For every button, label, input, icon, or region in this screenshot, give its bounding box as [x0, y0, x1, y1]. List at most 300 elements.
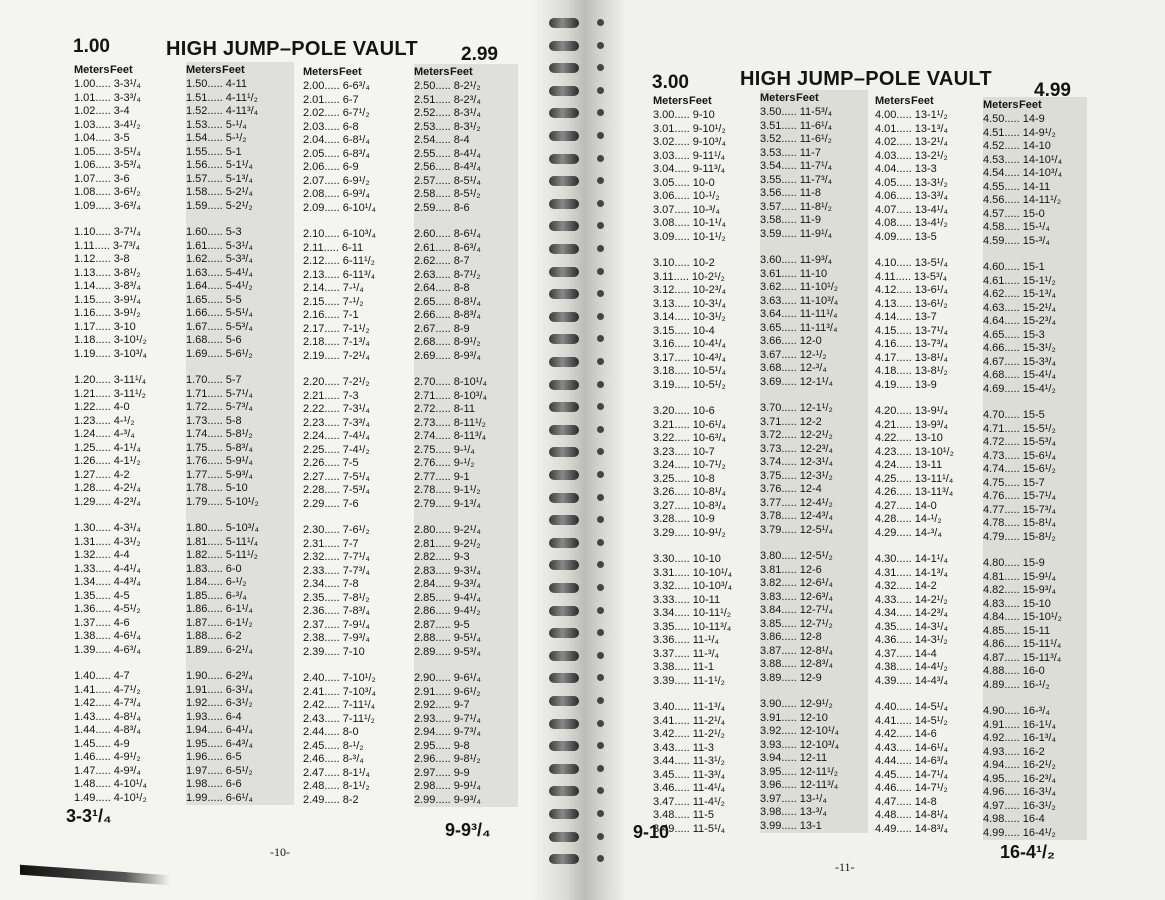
conversion-row: 4.26..... 13-11³/₄: [875, 486, 954, 498]
conversion-row: 1.94..... 6-4¹/₄: [186, 724, 253, 736]
conversion-row: 2.40..... 7-10¹/₂: [303, 672, 376, 684]
conversion-row: 1.28..... 4-2¹/₄: [74, 482, 141, 494]
page-number-right: -11-: [835, 860, 855, 874]
conversion-row: 1.73..... 5-8: [186, 414, 242, 427]
conversion-row: 3.41..... 11-2¹/₄: [653, 714, 726, 727]
binding-hole: [597, 358, 604, 365]
spiral-ring: [549, 18, 579, 28]
binding-hole: [597, 516, 604, 523]
meters-header: Meters: [74, 64, 110, 76]
right-footer-max: 16-4¹/₂: [1000, 842, 1056, 862]
conversion-row: 1.76..... 5-9¹/₄: [186, 455, 253, 467]
conversion-row: 4.61..... 15-1¹/₂: [983, 274, 1056, 287]
group-spacer: [74, 657, 182, 670]
column-header: [303, 64, 411, 80]
conversion-row: 3.70..... 12-1¹/₂: [760, 402, 833, 414]
conversion-row: 4.28..... 14-¹/₂: [875, 513, 942, 525]
binding-hole: [597, 765, 604, 772]
conversion-row: 2.23..... 7-3³/₄: [303, 416, 370, 429]
right-column-1: [653, 93, 759, 836]
conversion-row: 2.74..... 8-11³/₄: [414, 430, 487, 442]
conversion-row: 4.18..... 13-8¹/₂: [875, 365, 948, 377]
conversion-row: 1.58..... 5-2¹/₄: [186, 186, 253, 198]
binding-hole: [597, 177, 604, 184]
conversion-row: 2.53..... 8-3¹/₂: [414, 120, 481, 133]
conversion-row: 3.38..... 11-1: [653, 661, 714, 673]
group-spacer: [186, 657, 294, 670]
conversion-row: 4.08..... 13-4¹/₂: [875, 217, 948, 229]
conversion-row: 3.47..... 11-4¹/₂: [653, 795, 725, 808]
conversion-row: 1.20..... 3-11¹/₄: [74, 374, 147, 386]
conversion-row: 2.69..... 8-9³/₄: [414, 349, 481, 362]
conversion-row: 3.50..... 11-5³/₄: [760, 106, 833, 118]
conversion-row: 3.94..... 12-11: [760, 752, 828, 764]
group-spacer: [303, 215, 411, 228]
conversion-row: 2.41..... 7-10³/₄: [303, 685, 376, 698]
conversion-row: 1.82..... 5-11¹/₂: [186, 549, 258, 561]
spiral-ring: [549, 425, 579, 435]
conversion-row: 1.48..... 4-10¹/₄: [74, 778, 147, 790]
conversion-row: 1.02..... 3-4: [74, 105, 130, 117]
binding-hole: [597, 245, 604, 252]
conversion-row: 4.05..... 13-3¹/₂: [875, 176, 948, 189]
conversion-row: 2.92..... 9-7: [414, 699, 470, 711]
conversion-row: 4.58..... 15-¹/₄: [983, 221, 1050, 233]
conversion-row: 3.89..... 12-9: [760, 671, 822, 684]
conversion-row: 2.24..... 7-4¹/₄: [303, 430, 370, 442]
spiral-ring: [549, 199, 579, 209]
conversion-row: 4.30..... 14-1¹/₄: [875, 553, 948, 565]
conversion-row: 2.09..... 6-10¹/₄: [303, 201, 376, 214]
conversion-row: 1.63..... 5-4¹/₄: [186, 266, 253, 279]
group-spacer: [186, 361, 294, 374]
conversion-row: 4.94..... 16-2¹/₂: [983, 759, 1056, 771]
conversion-row: 2.78..... 9-1¹/₂: [414, 484, 481, 496]
conversion-row: 2.93..... 9-7¹/₄: [414, 712, 481, 725]
conversion-row: 3.36..... 11-¹/₄: [653, 634, 720, 646]
conversion-row: 3.07..... 10-³/₄: [653, 203, 720, 216]
conversion-row: 4.49..... 14-8³/₄: [875, 822, 948, 835]
conversion-row: 2.01..... 6-7: [303, 93, 359, 106]
spiral-ring: [549, 63, 579, 73]
conversion-row: 2.22..... 7-3¹/₄: [303, 403, 370, 415]
spiral-ring: [549, 470, 579, 480]
conversion-row: 2.98..... 9-9¹/₄: [414, 780, 481, 792]
conversion-row: 4.36..... 14-3¹/₂: [875, 634, 948, 646]
feet-header: Feet: [110, 64, 133, 76]
spiral-ring: [549, 696, 579, 706]
conversion-list: [303, 80, 411, 807]
binding-hole: [597, 42, 604, 49]
conversion-row: 2.27..... 7-5¹/₄: [303, 470, 370, 483]
conversion-row: 3.08..... 10-1¹/₄: [653, 217, 726, 229]
conversion-row: 2.55..... 8-4¹/₄: [414, 147, 481, 160]
conversion-row: 3.71..... 12-2: [760, 415, 822, 428]
conversion-row: 2.37..... 7-9¹/₄: [303, 618, 370, 631]
conversion-row: 4.88..... 16-0: [983, 665, 1045, 677]
binding-hole: [597, 833, 604, 840]
conversion-row: 3.19..... 10-5¹/₂: [653, 378, 726, 391]
conversion-row: 2.76..... 9-¹/₂: [414, 457, 475, 469]
conversion-row: 3.22..... 10-6³/₄: [653, 432, 726, 444]
conversion-row: 4.41..... 14-5¹/₂: [875, 714, 948, 727]
left-page: [0, 0, 560, 900]
conversion-row: 2.57..... 8-5¹/₄: [414, 174, 481, 187]
conversion-row: 1.54..... 5-¹/₂: [186, 132, 247, 144]
conversion-row: 1.26..... 4-1¹/₂: [74, 455, 141, 467]
conversion-row: 4.59..... 15-³/₄: [983, 234, 1050, 247]
spiral-ring: [549, 108, 579, 118]
conversion-row: 4.78..... 15-8¹/₄: [983, 517, 1056, 529]
conversion-row: 1.13..... 3-8¹/₂: [74, 266, 141, 279]
conversion-row: 3.79..... 12-5¹/₄: [760, 523, 833, 536]
conversion-row: 3.54..... 11-7¹/₄: [760, 160, 833, 172]
conversion-row: 3.15..... 10-4: [653, 324, 715, 337]
left-column-4: [414, 64, 518, 807]
right-page: [545, 0, 1165, 900]
group-spacer: [875, 244, 985, 257]
left-column-2: [186, 62, 294, 805]
conversion-list: [875, 109, 985, 836]
conversion-row: 3.66..... 12-0: [760, 335, 822, 347]
conversion-row: 1.22..... 4-0: [74, 401, 130, 413]
conversion-row: 2.66..... 8-8³/₄: [414, 309, 481, 321]
binding-hole: [597, 403, 604, 410]
spiral-ring: [549, 741, 579, 751]
conversion-row: 2.65..... 8-8¹/₄: [414, 295, 481, 308]
conversion-row: 4.68..... 15-4¹/₄: [983, 369, 1056, 381]
conversion-row: 3.29..... 10-9¹/₂: [653, 526, 726, 539]
binding-hole: [597, 471, 604, 478]
group-spacer: [760, 241, 868, 254]
column-header: [414, 64, 518, 80]
conversion-row: 1.68..... 5-6: [186, 334, 242, 346]
conversion-row: 4.00..... 13-1¹/₂: [875, 109, 948, 121]
group-spacer: [303, 511, 411, 524]
group-spacer: [875, 392, 985, 405]
conversion-row: 2.10..... 6-10³/₄: [303, 228, 376, 240]
conversion-row: 1.85..... 6-³/₄: [186, 589, 247, 602]
conversion-row: 2.77..... 9-1: [414, 470, 470, 483]
conversion-row: 1.69..... 5-6¹/₂: [186, 347, 253, 360]
meters-header: Meters: [186, 64, 222, 76]
group-spacer: [414, 659, 518, 672]
conversion-row: 2.71..... 8-10³/₄: [414, 389, 487, 402]
conversion-row: 4.82..... 15-9³/₄: [983, 584, 1056, 596]
conversion-row: 1.98..... 6-6: [186, 778, 242, 790]
conversion-row: 4.98..... 16-4: [983, 813, 1045, 825]
conversion-row: 2.51..... 8-2³/₄: [414, 93, 481, 106]
spiral-ring: [549, 357, 579, 367]
conversion-row: 2.83..... 9-3¹/₄: [414, 564, 481, 577]
conversion-row: 3.10..... 10-2: [653, 257, 715, 269]
group-spacer: [983, 544, 1087, 557]
spiral-ring: [549, 86, 579, 96]
conversion-row: 4.38..... 14-4¹/₂: [875, 661, 948, 673]
binding-hole: [597, 109, 604, 116]
conversion-row: 4.27..... 14-0: [875, 499, 937, 512]
binding-hole: [597, 268, 604, 275]
conversion-row: 3.92..... 12-10¹/₄: [760, 725, 840, 737]
conversion-row: 1.91..... 6-3¹/₄: [186, 683, 253, 696]
conversion-row: 3.20..... 10-6: [653, 405, 715, 417]
conversion-row: 4.91..... 16-1¹/₄: [983, 718, 1056, 731]
binding-hole: [597, 222, 604, 229]
conversion-row: 2.32..... 7-7¹/₄: [303, 551, 370, 563]
conversion-row: 4.97..... 16-3¹/₂: [983, 799, 1056, 812]
conversion-row: 4.12..... 13-6¹/₄: [875, 284, 948, 296]
left-column-1: [74, 62, 182, 805]
spiral-ring: [549, 538, 579, 548]
conversion-row: 1.46..... 4-9¹/₂: [74, 751, 141, 763]
conversion-row: 3.87..... 12-8¹/₄: [760, 644, 833, 657]
conversion-row: 1.64..... 5-4¹/₂: [186, 280, 253, 292]
conversion-row: 1.97..... 6-5¹/₂: [186, 764, 253, 777]
conversion-row: 3.13..... 10-3¹/₄: [653, 297, 726, 310]
conversion-row: 2.52..... 8-3¹/₄: [414, 107, 481, 119]
conversion-row: 1.51..... 4-11¹/₂: [186, 91, 258, 104]
spiral-ring: [549, 41, 579, 51]
conversion-row: 4.44..... 14-6³/₄: [875, 755, 948, 767]
conversion-row: 2.91..... 9-6¹/₂: [414, 685, 481, 698]
conversion-row: 4.42..... 14-6: [875, 728, 937, 740]
conversion-row: 3.02..... 9-10³/₄: [653, 136, 726, 148]
feet-header: Feet: [222, 64, 245, 76]
conversion-row: 4.83..... 15-10: [983, 597, 1051, 610]
conversion-row: 2.19..... 7-2¹/₄: [303, 349, 370, 362]
conversion-row: 2.72..... 8-11: [414, 403, 475, 415]
conversion-row: 4.10..... 13-5¹/₄: [875, 257, 948, 269]
conversion-row: 4.16..... 13-7³/₄: [875, 338, 948, 350]
conversion-row: 1.95..... 6-4³/₄: [186, 737, 253, 750]
conversion-row: 1.11..... 3-7³/₄: [74, 239, 141, 252]
conversion-row: 2.67..... 8-9: [414, 322, 470, 335]
conversion-row: 1.40..... 4-7: [74, 670, 130, 682]
conversion-row: 3.56..... 11-8: [760, 187, 821, 199]
conversion-row: 4.51..... 14-9¹/₂: [983, 126, 1056, 139]
column-header: [653, 93, 759, 109]
conversion-row: 1.74..... 5-8¹/₂: [186, 428, 253, 440]
conversion-row: 3.21..... 10-6¹/₄: [653, 418, 726, 431]
conversion-row: 1.16..... 3-9¹/₂: [74, 307, 141, 319]
spiral-ring: [549, 628, 579, 638]
conversion-row: 1.65..... 5-5: [186, 293, 242, 306]
conversion-row: 3.77..... 12-4¹/₂: [760, 496, 833, 509]
conversion-row: 4.76..... 15-7¹/₄: [983, 490, 1056, 502]
conversion-row: 1.88..... 6-2: [186, 630, 242, 642]
group-spacer: [653, 244, 759, 257]
group-spacer: [875, 688, 985, 701]
conversion-row: 4.33..... 14-2¹/₂: [875, 593, 948, 606]
conversion-row: 3.96..... 12-11³/₄: [760, 779, 839, 791]
spiral-ring: [549, 809, 579, 819]
conversion-row: 4.25..... 13-11¹/₄: [875, 472, 954, 485]
conversion-row: 3.75..... 12-3¹/₂: [760, 469, 833, 482]
binding-hole: [597, 87, 604, 94]
conversion-list: [653, 109, 759, 836]
conversion-row: 4.46..... 14-7¹/₂: [875, 782, 948, 794]
conversion-row: 1.41..... 4-7¹/₂: [74, 683, 141, 696]
conversion-row: 4.07..... 13-4¹/₄: [875, 203, 948, 216]
conversion-row: 3.44..... 11-3¹/₂: [653, 755, 725, 767]
conversion-row: 4.47..... 14-8: [875, 795, 937, 808]
conversion-row: 1.00..... 3-3¹/₄: [74, 78, 141, 90]
conversion-row: 3.57..... 11-8¹/₂: [760, 200, 832, 213]
spiral-ring: [549, 380, 579, 390]
conversion-row: 3.88..... 12-8³/₄: [760, 658, 833, 670]
conversion-row: 2.70..... 8-10¹/₄: [414, 376, 487, 388]
conversion-row: 1.31..... 4-3¹/₂: [74, 535, 141, 548]
meters-header: Meters: [875, 95, 911, 107]
conversion-row: 4.69..... 15-4¹/₂: [983, 382, 1056, 395]
conversion-row: 1.18..... 3-10¹/₂: [74, 334, 147, 346]
feet-header: Feet: [689, 95, 712, 107]
conversion-row: 4.74..... 15-6¹/₂: [983, 463, 1056, 475]
conversion-row: 3.74..... 12-3¹/₄: [760, 456, 833, 468]
conversion-row: 1.29..... 4-2³/₄: [74, 495, 141, 508]
conversion-row: 1.84..... 6-¹/₂: [186, 576, 247, 588]
conversion-row: 1.61..... 5-3¹/₄: [186, 239, 253, 252]
group-spacer: [760, 537, 868, 550]
conversion-row: 1.25..... 4-1¹/₄: [74, 441, 141, 454]
binding-hole: [597, 381, 604, 388]
spiral-ring: [549, 493, 579, 503]
conversion-row: 1.21..... 3-11¹/₂: [74, 387, 146, 400]
conversion-row: 3.49..... 11-5¹/₄: [653, 822, 726, 835]
conversion-row: 1.86..... 6-1¹/₄: [186, 603, 253, 615]
conversion-row: 1.07..... 3-6: [74, 172, 130, 185]
conversion-row: 3.23..... 10-7: [653, 445, 715, 458]
conversion-row: 3.27..... 10-8³/₄: [653, 499, 726, 512]
spiral-ring: [549, 764, 579, 774]
conversion-row: 3.55..... 11-7³/₄: [760, 173, 833, 186]
conversion-row: 1.09..... 3-6³/₄: [74, 199, 141, 212]
group-spacer: [760, 389, 868, 402]
feet-header: Feet: [450, 66, 473, 78]
conversion-row: 4.54..... 14-10³/₄: [983, 167, 1063, 179]
conversion-row: 3.53..... 11-7: [760, 146, 821, 159]
conversion-row: 4.87..... 15-11³/₄: [983, 651, 1062, 664]
conversion-row: 3.64..... 11-11¹/₄: [760, 308, 838, 320]
conversion-row: 2.94..... 9-7³/₄: [414, 726, 481, 738]
meters-header: Meters: [414, 66, 450, 78]
spiral-ring: [549, 154, 579, 164]
conversion-row: 2.13..... 6-11³/₄: [303, 268, 376, 281]
binding-hole: [597, 674, 604, 681]
conversion-row: 2.39..... 7-10: [303, 645, 365, 658]
group-spacer: [653, 392, 759, 405]
conversion-row: 4.04..... 13-3: [875, 163, 937, 175]
conversion-row: 2.36..... 7-8³/₄: [303, 605, 370, 617]
conversion-row: 4.24..... 13-11: [875, 459, 943, 471]
group-spacer: [186, 509, 294, 522]
right-range-end: 4.99: [1034, 80, 1071, 101]
conversion-row: 3.09..... 10-1¹/₂: [653, 230, 726, 243]
conversion-row: 4.92..... 16-1³/₄: [983, 732, 1056, 744]
conversion-row: 3.31..... 10-10¹/₄: [653, 566, 733, 579]
conversion-row: 1.59..... 5-2¹/₂: [186, 199, 253, 212]
conversion-row: 4.39..... 14-4³/₄: [875, 674, 948, 687]
conversion-row: 4.81..... 15-9¹/₄: [983, 570, 1056, 583]
spiral-ring: [549, 583, 579, 593]
conversion-row: 1.05..... 3-5¹/₄: [74, 145, 141, 158]
conversion-row: 3.48..... 11-5: [653, 809, 714, 821]
spiral-ring: [549, 651, 579, 661]
group-spacer: [653, 688, 759, 701]
conversion-row: 1.72..... 5-7³/₄: [186, 401, 253, 413]
conversion-row: 4.14..... 13-7: [875, 311, 937, 323]
conversion-row: 3.40..... 11-1³/₄: [653, 701, 726, 713]
conversion-row: 4.37..... 14-4: [875, 647, 937, 660]
conversion-row: 1.34..... 4-4³/₄: [74, 576, 141, 588]
column-header: [186, 62, 294, 78]
conversion-row: 4.02..... 13-2¹/₄: [875, 136, 948, 148]
conversion-row: 3.69..... 12-1¹/₄: [760, 375, 833, 388]
conversion-row: 4.75..... 15-7: [983, 476, 1045, 489]
group-spacer: [983, 692, 1087, 705]
conversion-row: 2.17..... 7-1¹/₂: [303, 322, 370, 335]
conversion-row: 2.30..... 7-6¹/₂: [303, 524, 370, 536]
group-spacer: [414, 363, 518, 376]
conversion-row: 2.31..... 7-7: [303, 537, 359, 550]
conversion-row: 3.85..... 12-7¹/₂: [760, 617, 833, 630]
conversion-row: 4.34..... 14-2³/₄: [875, 607, 948, 619]
conversion-row: 2.48..... 8-1¹/₂: [303, 780, 370, 792]
conversion-list: [186, 78, 294, 805]
conversion-row: 1.80..... 5-10³/₄: [186, 522, 259, 534]
conversion-row: 4.89..... 16-¹/₂: [983, 678, 1050, 691]
conversion-row: 2.79..... 9-1³/₄: [414, 497, 481, 510]
conversion-row: 4.66..... 15-3¹/₂: [983, 342, 1056, 354]
conversion-row: 2.25..... 7-4¹/₂: [303, 443, 370, 456]
conversion-row: 3.39..... 11-1¹/₂: [653, 674, 725, 687]
conversion-row: 1.87..... 6-1¹/₂: [186, 616, 253, 629]
meters-header: Meters: [303, 66, 339, 78]
conversion-row: 4.67..... 15-3³/₄: [983, 355, 1056, 368]
conversion-row: 1.47..... 4-9³/₄: [74, 764, 141, 777]
conversion-row: 2.15..... 7-¹/₂: [303, 295, 364, 308]
conversion-row: 3.72..... 12-2¹/₂: [760, 429, 833, 441]
conversion-row: 3.42..... 11-2¹/₂: [653, 728, 725, 740]
conversion-row: 2.11..... 6-11: [303, 241, 364, 254]
conversion-row: 3.11..... 10-2¹/₂: [653, 270, 725, 283]
conversion-row: 1.42..... 4-7³/₄: [74, 697, 141, 709]
spiral-ring: [549, 515, 579, 525]
conversion-row: 1.33..... 4-4¹/₄: [74, 562, 141, 575]
spiral-ring: [549, 267, 579, 277]
conversion-row: 2.90..... 9-6¹/₄: [414, 672, 481, 684]
binding-hole: [597, 855, 604, 862]
conversion-row: 1.89..... 6-2¹/₄: [186, 643, 253, 656]
conversion-row: 3.67..... 12-¹/₂: [760, 348, 827, 361]
conversion-row: 2.87..... 9-5: [414, 618, 470, 631]
conversion-row: 4.55..... 14-11: [983, 180, 1051, 193]
conversion-row: 1.57..... 5-1³/₄: [186, 172, 253, 185]
conversion-row: 2.80..... 9-2¹/₄: [414, 524, 481, 536]
conversion-row: 2.58..... 8-5¹/₂: [414, 188, 481, 200]
spiral-ring: [549, 289, 579, 299]
binding-hole: [597, 584, 604, 591]
conversion-row: 4.45..... 14-7¹/₄: [875, 768, 948, 781]
conversion-row: 3.30..... 10-10: [653, 553, 721, 565]
conversion-row: 1.43..... 4-8¹/₄: [74, 710, 141, 723]
conversion-row: 3.65..... 11-11³/₄: [760, 321, 838, 334]
conversion-row: 2.18..... 7-1³/₄: [303, 336, 370, 348]
conversion-row: 1.67..... 5-5³/₄: [186, 320, 253, 333]
conversion-row: 2.85..... 9-4¹/₄: [414, 591, 481, 604]
binding-hole: [597, 132, 604, 139]
conversion-row: 3.98..... 13-³/₄: [760, 806, 827, 818]
